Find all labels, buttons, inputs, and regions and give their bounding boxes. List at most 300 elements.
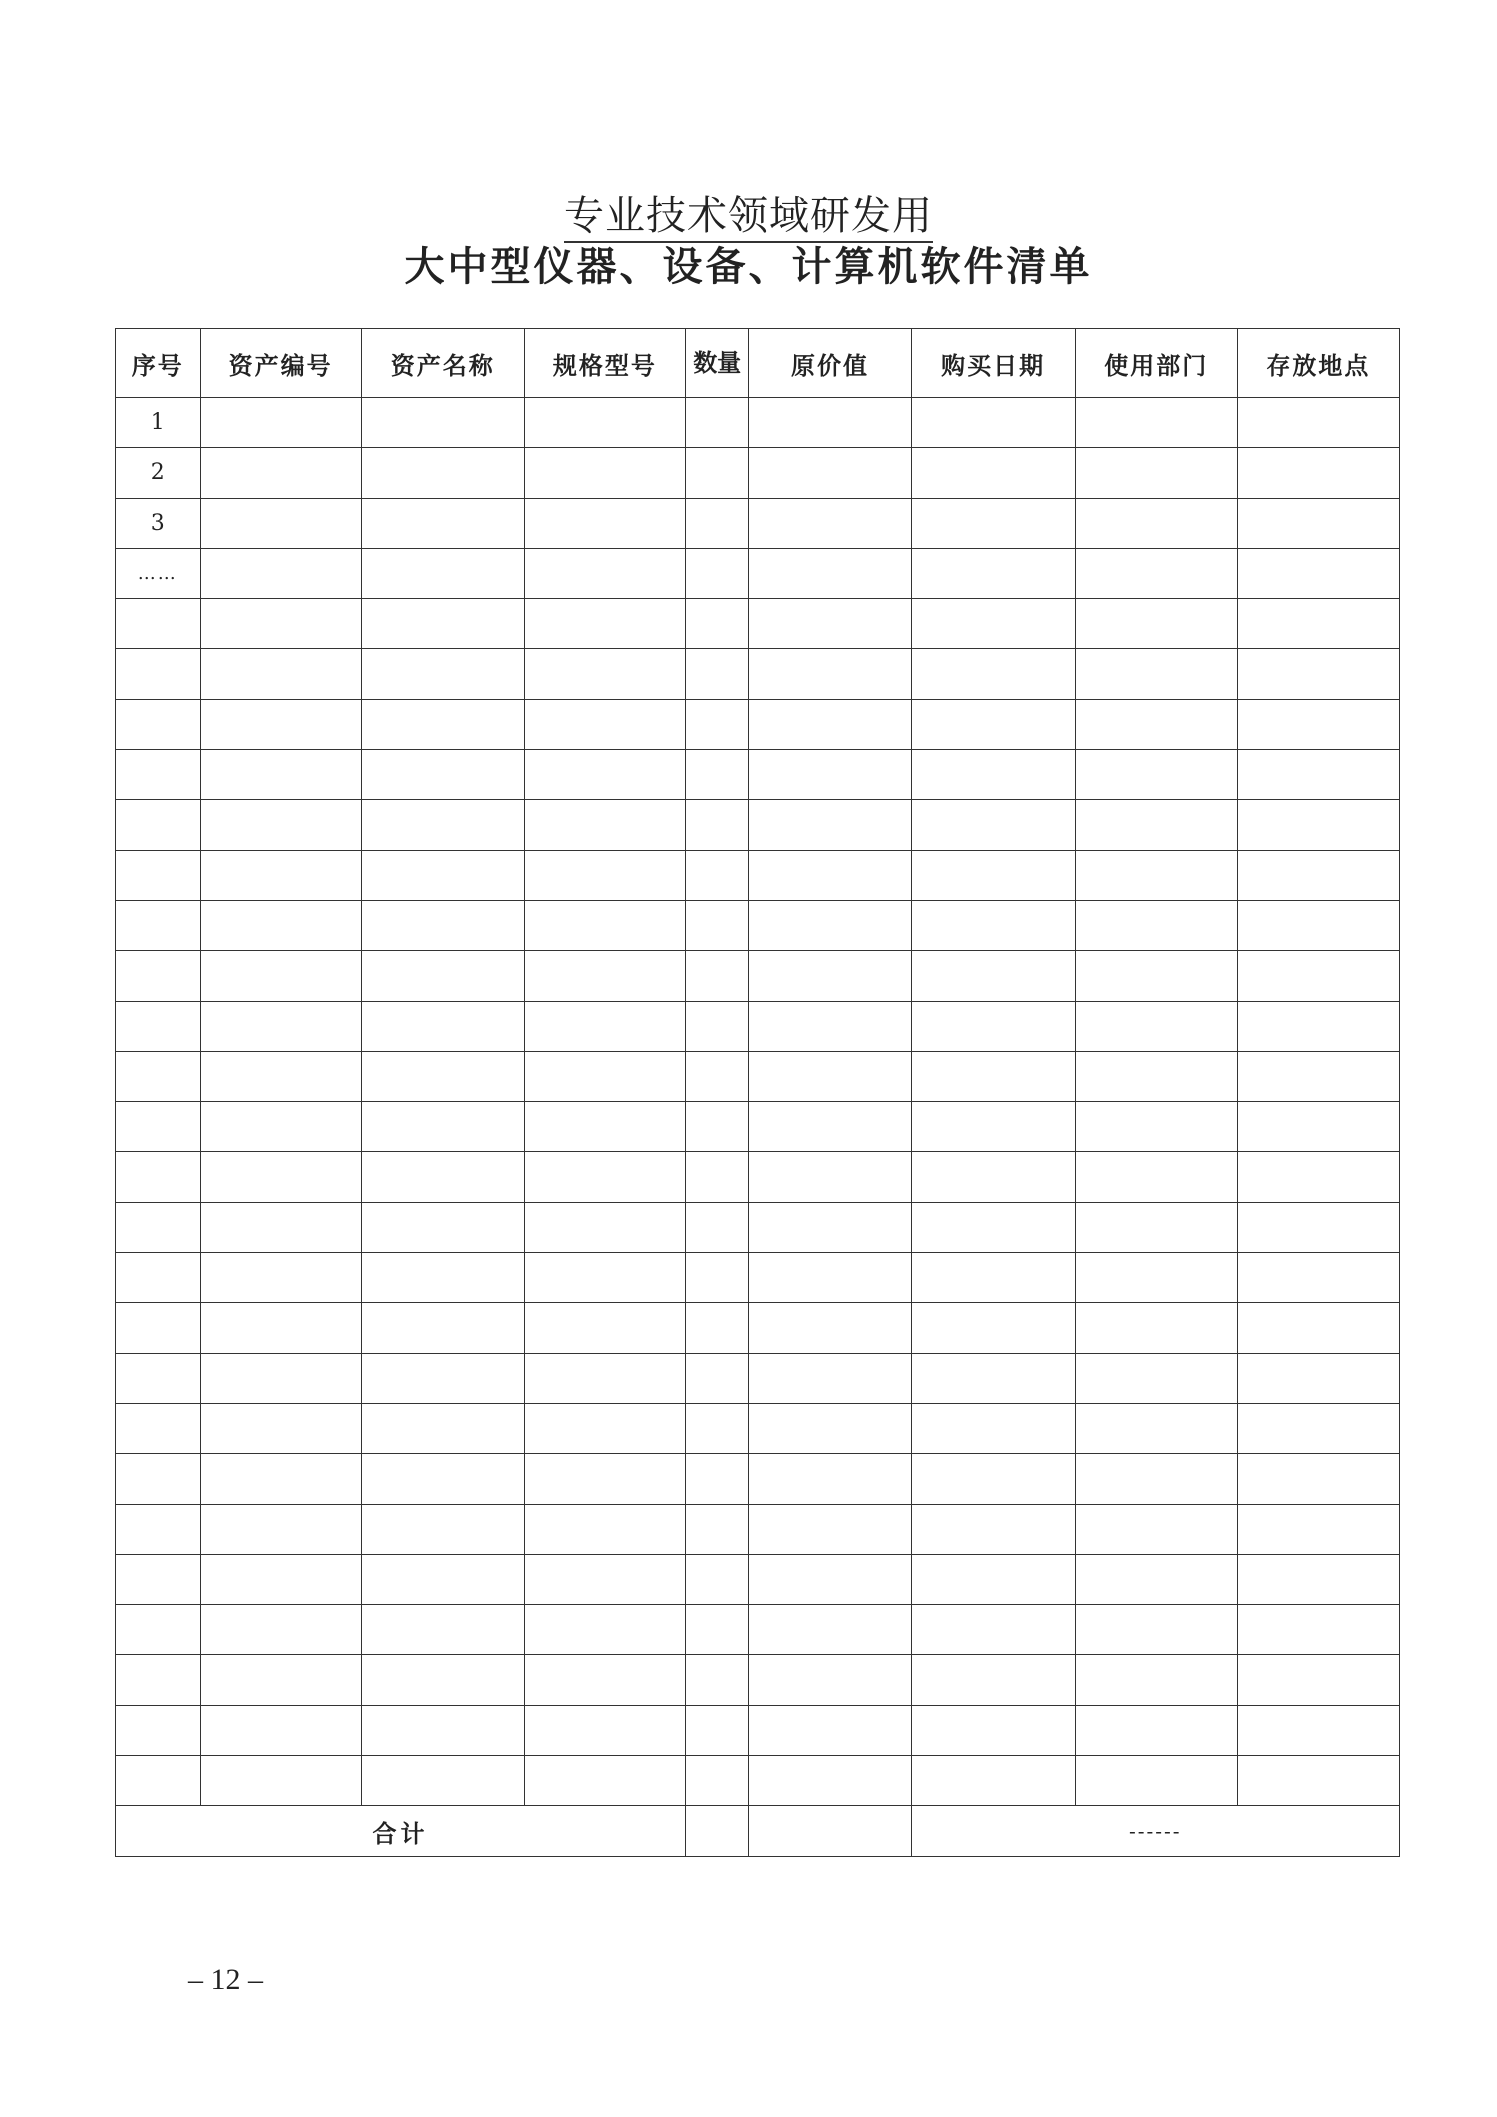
table-cell: [1237, 1403, 1399, 1453]
table-cell: [200, 1554, 361, 1604]
table-cell: [200, 649, 361, 699]
table-cell: [749, 1001, 911, 1051]
table-cell: [685, 599, 748, 649]
table-cell: [200, 548, 361, 598]
table-cell: [911, 750, 1075, 800]
table-cell: [1075, 951, 1237, 1001]
table-cell: [749, 1051, 911, 1101]
table-cell: [749, 1705, 911, 1755]
table-cell: [911, 599, 1075, 649]
table-cell: [361, 1202, 524, 1252]
table-row: [116, 951, 1400, 1001]
row-seq-cell: [116, 699, 201, 749]
table-cell: [749, 1554, 911, 1604]
table-cell: [911, 1403, 1075, 1453]
table-cell: [1075, 1152, 1237, 1202]
table-cell: [1075, 1403, 1237, 1453]
table-cell: [200, 448, 361, 498]
table-cell: [685, 1253, 748, 1303]
table-body: [116, 398, 1400, 1806]
table-cell: [200, 1202, 361, 1252]
table-cell: [1237, 1051, 1399, 1101]
table-cell: [685, 1605, 748, 1655]
table-cell: [911, 1554, 1075, 1604]
row-seq-cell: [116, 1202, 201, 1252]
table-row: [116, 1152, 1400, 1202]
table-cell: [911, 448, 1075, 498]
table-cell: [911, 1605, 1075, 1655]
table-cell: [200, 1705, 361, 1755]
table-cell: [524, 1554, 685, 1604]
table-cell: [200, 599, 361, 649]
document-title-line2: 大中型仪器、设备、计算机软件清单: [404, 243, 1093, 290]
table-cell: [749, 1102, 911, 1152]
table-cell: [685, 750, 748, 800]
table-cell: [685, 1051, 748, 1101]
table-cell: [911, 1102, 1075, 1152]
table-row: [116, 1454, 1400, 1504]
table-cell: [911, 1705, 1075, 1755]
table-cell: [1237, 800, 1399, 850]
table-cell: [524, 951, 685, 1001]
table-cell: [361, 951, 524, 1001]
table-cell: [685, 1504, 748, 1554]
table-cell: [200, 1303, 361, 1353]
row-seq-cell: [116, 1403, 201, 1453]
row-seq-cell: [116, 1504, 201, 1554]
table-cell: [911, 1655, 1075, 1705]
table-row: [116, 1051, 1400, 1101]
table-cell: [524, 498, 685, 548]
table-cell: [911, 1051, 1075, 1101]
table-cell: [200, 750, 361, 800]
asset-list-table: [115, 328, 1400, 1857]
table-cell: [1237, 1655, 1399, 1705]
table-cell: [911, 1253, 1075, 1303]
table-cell: [524, 1605, 685, 1655]
table-row: [116, 649, 1400, 699]
table-cell: [1075, 548, 1237, 598]
table-cell: [911, 649, 1075, 699]
table-cell: [685, 1554, 748, 1604]
table-cell: [361, 448, 524, 498]
row-seq-cell: [116, 850, 201, 900]
table-cell: [200, 1454, 361, 1504]
table-cell: [685, 649, 748, 699]
table-cell: [524, 1152, 685, 1202]
table-row: [116, 800, 1400, 850]
table-cell: [1075, 800, 1237, 850]
total-label: 合计: [116, 1806, 686, 1857]
table-cell: [1075, 498, 1237, 548]
table-cell: [1075, 649, 1237, 699]
table-cell: [200, 1756, 361, 1806]
table-cell: [685, 1102, 748, 1152]
table-cell: [749, 649, 911, 699]
table-cell: [361, 1504, 524, 1554]
table-cell: [524, 1051, 685, 1101]
table-cell: [749, 1756, 911, 1806]
table-cell: [749, 1253, 911, 1303]
table-cell: [685, 448, 748, 498]
table-cell: [911, 951, 1075, 1001]
table-cell: [685, 1756, 748, 1806]
table-cell: [524, 1303, 685, 1353]
table-cell: [361, 750, 524, 800]
row-seq-cell: [116, 1051, 201, 1101]
table-cell: [361, 498, 524, 548]
table-cell: [685, 498, 748, 548]
row-seq-cell: [116, 1001, 201, 1051]
table-cell: [200, 1102, 361, 1152]
table-cell: [1075, 1756, 1237, 1806]
row-seq-cell: [116, 951, 201, 1001]
table-cell: [1237, 951, 1399, 1001]
header-spec-model: 规格型号: [524, 329, 685, 398]
table-cell: [1237, 599, 1399, 649]
table-cell: [1075, 448, 1237, 498]
row-seq-cell: [116, 1605, 201, 1655]
table-cell: [749, 498, 911, 548]
total-placeholder: ------: [911, 1806, 1399, 1857]
table-cell: [685, 800, 748, 850]
header-purchase-date: 购买日期: [911, 329, 1075, 398]
row-seq-cell: [116, 1303, 201, 1353]
table-cell: [749, 1303, 911, 1353]
table-cell: [911, 1353, 1075, 1403]
table-cell: [361, 398, 524, 448]
row-seq-cell: [116, 1655, 201, 1705]
document-title-line1: 专业技术领域研发用: [0, 192, 1497, 240]
table-cell: [749, 1152, 911, 1202]
table-cell: [361, 649, 524, 699]
table-cell: [361, 800, 524, 850]
table-cell: [200, 1152, 361, 1202]
table-cell: [524, 599, 685, 649]
table-cell: [361, 1605, 524, 1655]
table-cell: [1075, 1554, 1237, 1604]
table-cell: [524, 1655, 685, 1705]
table-cell: [524, 1253, 685, 1303]
table-cell: [200, 1403, 361, 1453]
row-seq-cell: [116, 750, 201, 800]
table-cell: [200, 900, 361, 950]
table-cell: [200, 1353, 361, 1403]
table-row: [116, 1102, 1400, 1152]
table-cell: [361, 699, 524, 749]
table-cell: [1237, 1705, 1399, 1755]
table-cell: [911, 900, 1075, 950]
table-cell: [200, 699, 361, 749]
table-cell: [1075, 1253, 1237, 1303]
table-cell: [1237, 1454, 1399, 1504]
table-cell: [1075, 1605, 1237, 1655]
table-cell: [524, 800, 685, 850]
row-seq-cell: 3: [116, 498, 201, 548]
row-seq-cell: [116, 1152, 201, 1202]
table-cell: [1237, 398, 1399, 448]
table-row: [116, 599, 1400, 649]
table-cell: [1075, 1051, 1237, 1101]
table-cell: [911, 1504, 1075, 1554]
table-cell: [1237, 850, 1399, 900]
table-cell: [361, 1756, 524, 1806]
row-seq-cell: ……: [116, 548, 201, 598]
table-cell: [524, 1454, 685, 1504]
table-cell: [749, 1605, 911, 1655]
table-cell: [524, 750, 685, 800]
table-cell: [361, 1001, 524, 1051]
table-cell: [524, 448, 685, 498]
table-cell: [685, 699, 748, 749]
table-cell: [361, 548, 524, 598]
table-cell: [749, 398, 911, 448]
table-cell: [1075, 699, 1237, 749]
table-cell: [1237, 1353, 1399, 1403]
page-number: – 12 –: [188, 1963, 263, 1996]
header-location: 存放地点: [1237, 329, 1399, 398]
table-cell: [524, 850, 685, 900]
table-cell: [200, 1051, 361, 1101]
table-cell: [911, 1454, 1075, 1504]
table-cell: [749, 548, 911, 598]
table-row: [116, 1756, 1400, 1806]
table-cell: [1237, 750, 1399, 800]
table-cell: [524, 699, 685, 749]
table-row: [116, 1554, 1400, 1604]
header-original-value: 原价值: [749, 329, 911, 398]
row-seq-cell: [116, 1454, 201, 1504]
table-cell: [524, 548, 685, 598]
table-cell: [200, 1605, 361, 1655]
table-cell: [1237, 1554, 1399, 1604]
table-cell: [361, 1403, 524, 1453]
table-row: [116, 1353, 1400, 1403]
row-seq-cell: 1: [116, 398, 201, 448]
table-cell: [911, 498, 1075, 548]
table-cell: [685, 951, 748, 1001]
table-cell: [685, 1202, 748, 1252]
row-seq-cell: [116, 800, 201, 850]
table-cell: [685, 1655, 748, 1705]
table-cell: [1237, 1102, 1399, 1152]
table-cell: [749, 900, 911, 950]
table-cell: [200, 1253, 361, 1303]
table-cell: [524, 1001, 685, 1051]
table-cell: [685, 1001, 748, 1051]
table-cell: [685, 1454, 748, 1504]
table-row: [116, 1655, 1400, 1705]
table-row: [116, 699, 1400, 749]
row-seq-cell: [116, 649, 201, 699]
header-department: 使用部门: [1075, 329, 1237, 398]
table-row: [116, 448, 1400, 498]
table-cell: [911, 699, 1075, 749]
table-cell: [685, 1403, 748, 1453]
asset-list-table-container: [115, 328, 1400, 1848]
table-cell: [200, 1001, 361, 1051]
table-row: [116, 900, 1400, 950]
table-cell: [1237, 1202, 1399, 1252]
table-row: [116, 548, 1400, 598]
table-cell: [749, 448, 911, 498]
table-header-row: [116, 329, 1400, 398]
table-cell: [911, 398, 1075, 448]
table-row: [116, 1504, 1400, 1554]
table-cell: [361, 900, 524, 950]
table-row: [116, 1001, 1400, 1051]
table-cell: [200, 850, 361, 900]
row-seq-cell: 2: [116, 448, 201, 498]
table-cell: [749, 599, 911, 649]
table-cell: [524, 1102, 685, 1152]
table-row: [116, 498, 1400, 548]
table-cell: [685, 900, 748, 950]
table-cell: [1075, 1001, 1237, 1051]
table-cell: [911, 850, 1075, 900]
table-row: [116, 398, 1400, 448]
table-row: [116, 1253, 1400, 1303]
header-asset-id: 资产编号: [200, 329, 361, 398]
table-cell: [749, 951, 911, 1001]
table-cell: [749, 750, 911, 800]
total-value: [749, 1806, 911, 1857]
table-cell: [361, 1253, 524, 1303]
table-cell: [1075, 1202, 1237, 1252]
table-cell: [911, 1001, 1075, 1051]
table-cell: [1075, 1705, 1237, 1755]
table-row: [116, 1303, 1400, 1353]
row-seq-cell: [116, 599, 201, 649]
table-cell: [1237, 1504, 1399, 1554]
row-seq-cell: [116, 1554, 201, 1604]
table-row: [116, 750, 1400, 800]
table-cell: [911, 548, 1075, 598]
table-cell: [1237, 649, 1399, 699]
table-cell: [1075, 850, 1237, 900]
table-cell: [685, 548, 748, 598]
table-cell: [1237, 699, 1399, 749]
table-cell: [361, 1705, 524, 1755]
table-cell: [361, 1655, 524, 1705]
table-cell: [685, 1353, 748, 1403]
table-cell: [361, 1152, 524, 1202]
table-cell: [1237, 900, 1399, 950]
header-quantity: 数量: [685, 329, 748, 398]
table-row: [116, 850, 1400, 900]
table-cell: [749, 699, 911, 749]
table-row: [116, 1605, 1400, 1655]
table-cell: [685, 1705, 748, 1755]
table-cell: [911, 800, 1075, 850]
table-cell: [1237, 1152, 1399, 1202]
table-cell: [1075, 1353, 1237, 1403]
table-cell: [524, 1353, 685, 1403]
table-cell: [1075, 750, 1237, 800]
row-seq-cell: [116, 1253, 201, 1303]
table-cell: [911, 1756, 1075, 1806]
table-cell: [749, 1655, 911, 1705]
table-cell: [911, 1202, 1075, 1252]
table-cell: [361, 1554, 524, 1604]
table-cell: [685, 1152, 748, 1202]
table-cell: [361, 1051, 524, 1101]
table-cell: [1075, 1504, 1237, 1554]
table-cell: [524, 900, 685, 950]
table-row: [116, 1403, 1400, 1453]
table-cell: [524, 1202, 685, 1252]
table-row: [116, 1202, 1400, 1252]
table-cell: [524, 1705, 685, 1755]
table-cell: [685, 398, 748, 448]
table-row: [116, 1705, 1400, 1755]
table-cell: [1237, 1303, 1399, 1353]
table-cell: [361, 1303, 524, 1353]
table-cell: [1237, 1605, 1399, 1655]
table-cell: [1237, 1253, 1399, 1303]
table-cell: [1075, 900, 1237, 950]
table-cell: [1075, 599, 1237, 649]
table-cell: [1075, 398, 1237, 448]
table-cell: [1075, 1102, 1237, 1152]
table-cell: [1075, 1303, 1237, 1353]
table-cell: [524, 1756, 685, 1806]
table-cell: [749, 1353, 911, 1403]
table-cell: [685, 850, 748, 900]
table-cell: [524, 1403, 685, 1453]
table-cell: [1075, 1655, 1237, 1705]
table-cell: [200, 951, 361, 1001]
table-cell: [524, 398, 685, 448]
table-cell: [361, 1353, 524, 1403]
header-asset-name: 资产名称: [361, 329, 524, 398]
table-cell: [361, 1454, 524, 1504]
table-cell: [1237, 1001, 1399, 1051]
table-cell: [200, 1655, 361, 1705]
table-cell: [749, 1403, 911, 1453]
table-cell: [200, 398, 361, 448]
table-cell: [200, 498, 361, 548]
table-cell: [911, 1303, 1075, 1353]
table-cell: [1237, 448, 1399, 498]
table-cell: [1237, 498, 1399, 548]
header-seq: 序号: [116, 329, 201, 398]
table-cell: [749, 1202, 911, 1252]
table-cell: [911, 1152, 1075, 1202]
table-cell: [361, 599, 524, 649]
table-cell: [749, 800, 911, 850]
table-cell: [524, 649, 685, 699]
table-cell: [749, 1454, 911, 1504]
total-row: [116, 1806, 1400, 1857]
row-seq-cell: [116, 1102, 201, 1152]
table-cell: [200, 1504, 361, 1554]
row-seq-cell: [116, 900, 201, 950]
table-cell: [1237, 548, 1399, 598]
row-seq-cell: [116, 1353, 201, 1403]
table-cell: [1237, 1756, 1399, 1806]
table-cell: [200, 800, 361, 850]
row-seq-cell: [116, 1756, 201, 1806]
total-quantity: [685, 1806, 748, 1857]
table-cell: [1075, 1454, 1237, 1504]
table-cell: [361, 1102, 524, 1152]
table-cell: [749, 1504, 911, 1554]
row-seq-cell: [116, 1705, 201, 1755]
table-cell: [749, 850, 911, 900]
table-cell: [361, 850, 524, 900]
table-cell: [685, 1303, 748, 1353]
